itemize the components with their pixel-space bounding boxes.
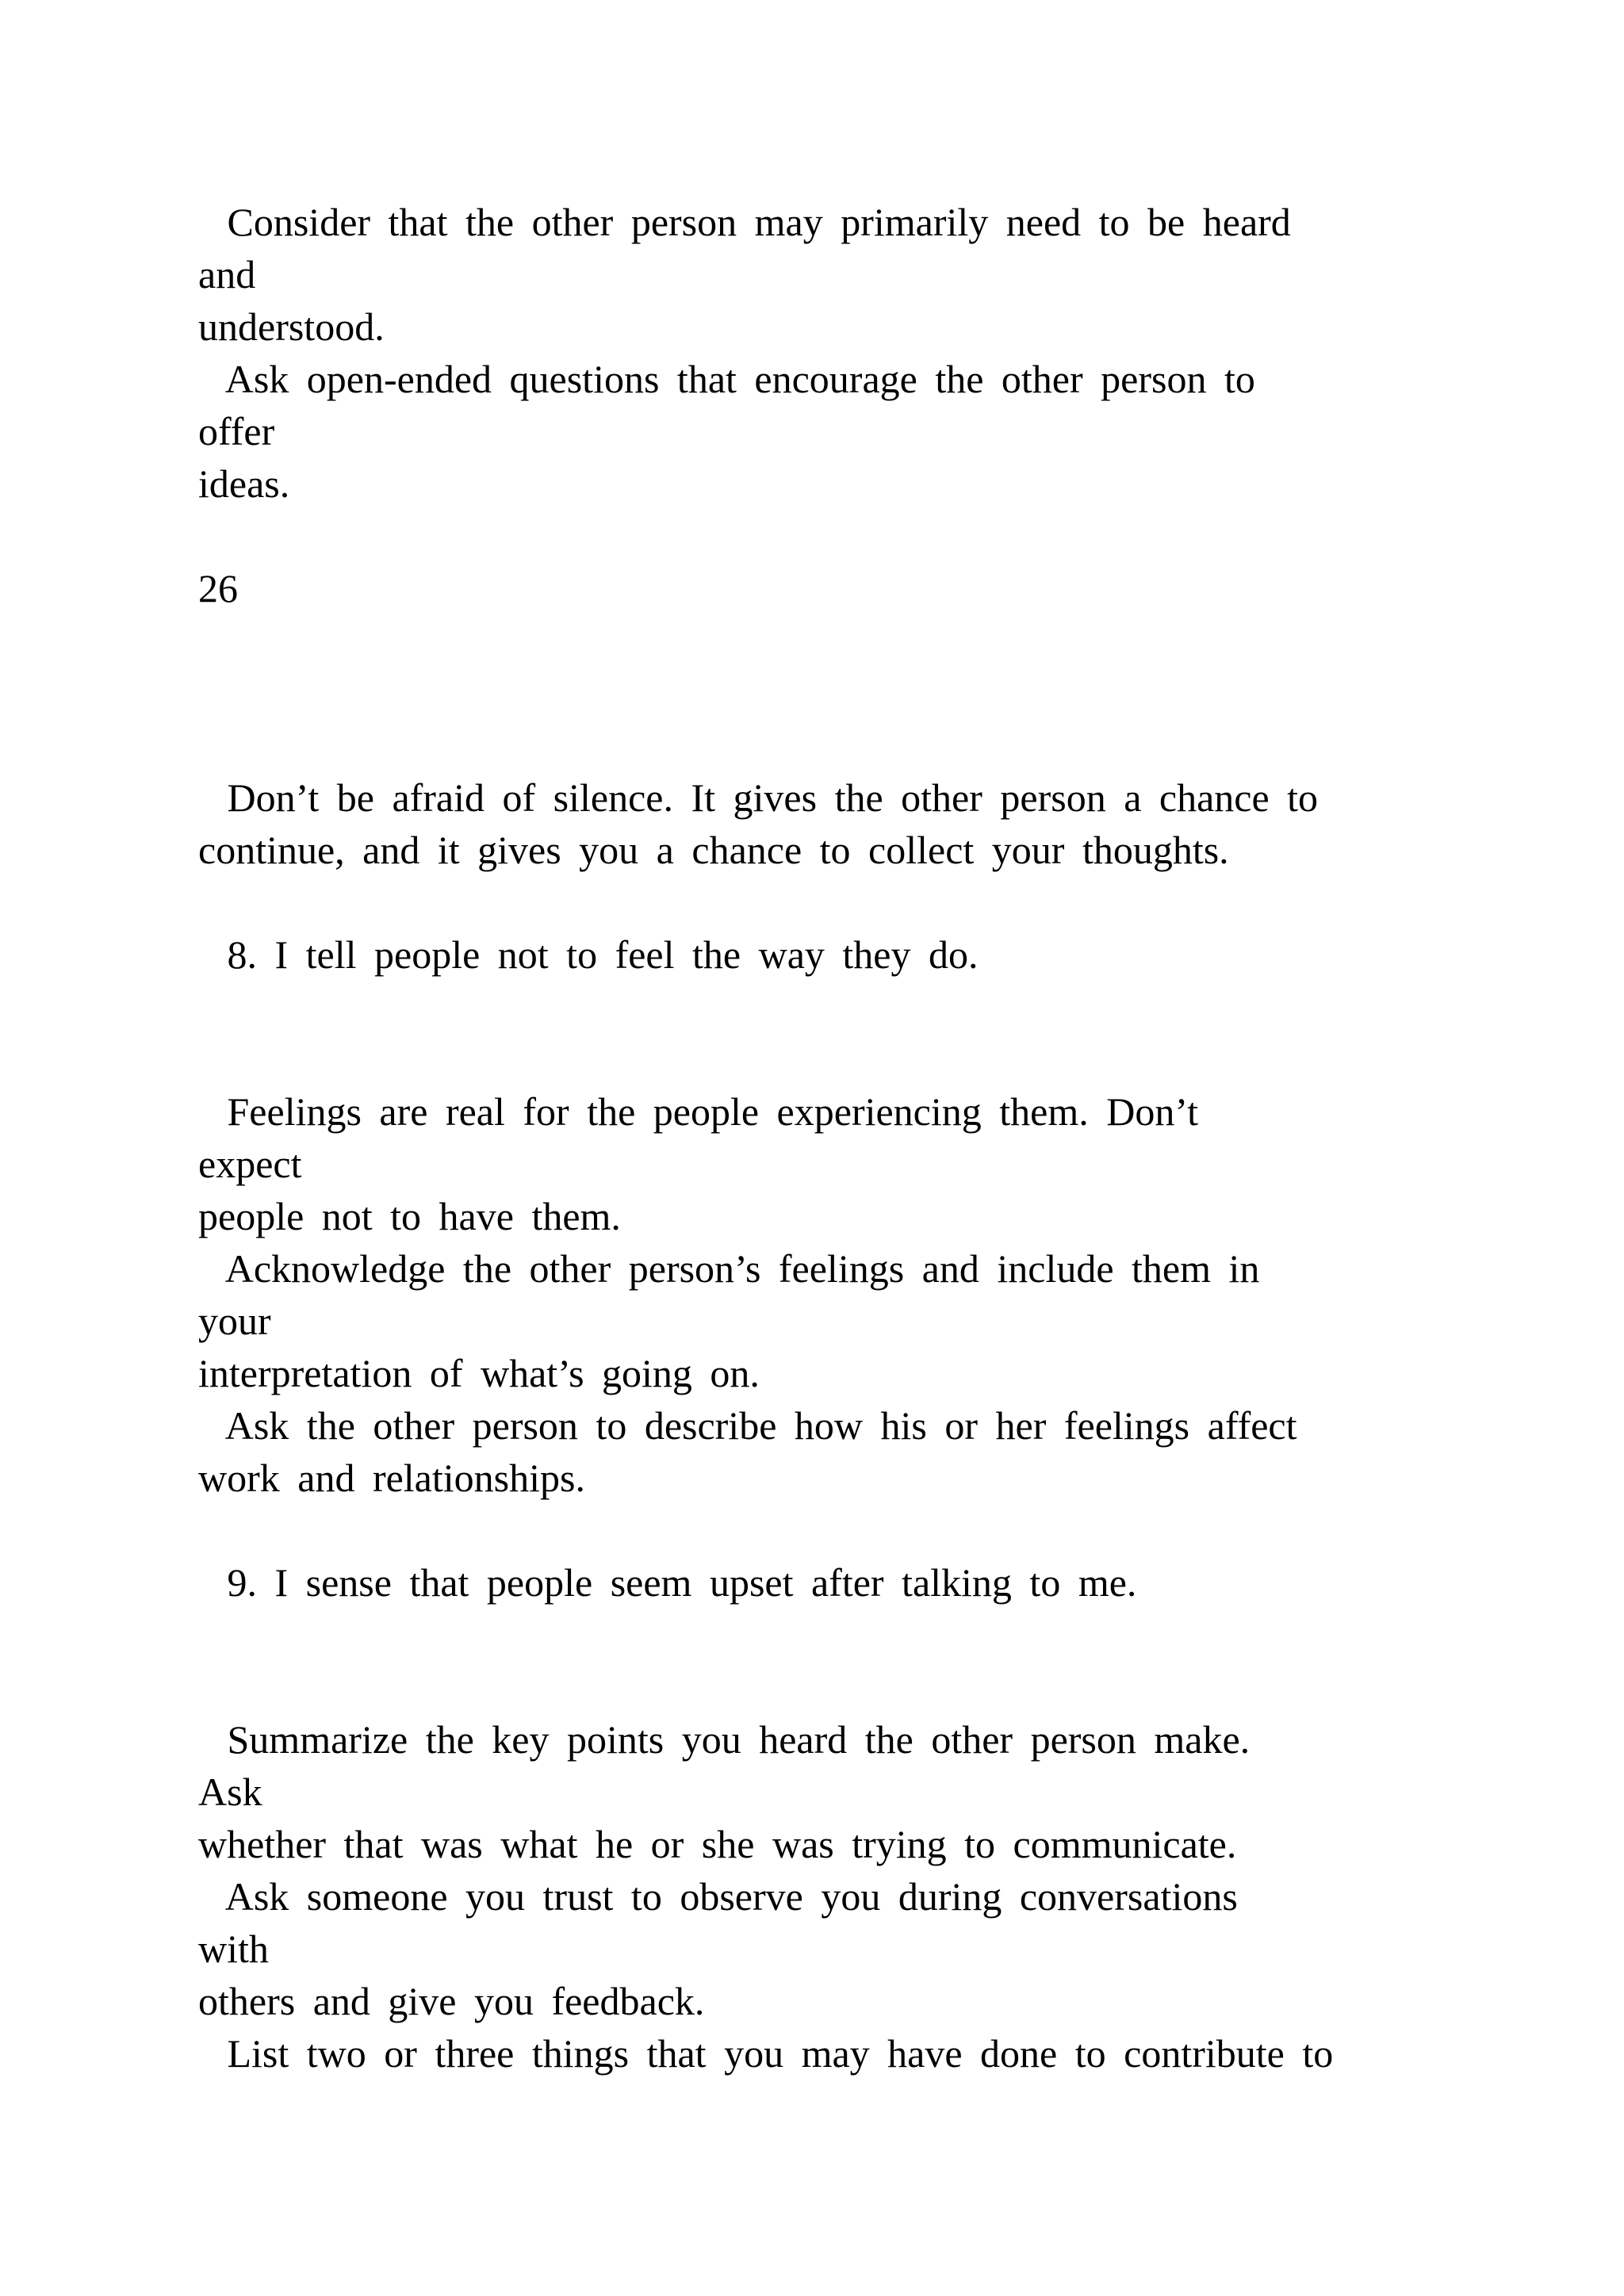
- text-line: ideas.: [198, 461, 290, 506]
- text-line: continue, and it gives you a chance to collect your thoughts.: [198, 828, 1229, 872]
- text-line: Ask: [198, 1770, 262, 1814]
- text-line: List two or three things that you may have done to contribute to: [209, 2031, 1334, 2076]
- text-line: understood.: [198, 304, 385, 349]
- text-line: whether that was what he or she was trying to communicate.: [198, 1822, 1237, 1866]
- text-line: and: [198, 252, 256, 297]
- text-line: Acknowledge the other person’s feelings and include them in: [209, 1246, 1260, 1291]
- text-line: expect: [198, 1142, 302, 1186]
- text-line: Consider that the other person may primarily need to be heard: [209, 200, 1291, 244]
- text-line: people not to have them.: [198, 1194, 621, 1238]
- text-line: interpretation of what’s going on.: [198, 1351, 760, 1395]
- text-line: offer: [198, 409, 275, 453]
- text-line: Ask open-ended questions that encourage the other person to: [209, 357, 1255, 401]
- page-number: 26: [198, 566, 238, 610]
- text-line: Feelings are real for the people experiencing them. Don’t: [209, 1089, 1198, 1134]
- text-line: with: [198, 1927, 269, 1971]
- text-line: others and give you feedback.: [198, 1979, 705, 2023]
- text-line: Ask the other person to describe how his or her feelings affect: [209, 1403, 1297, 1448]
- numbered-heading: 8. I tell people not to feel the way they do.: [209, 932, 979, 977]
- text-line: Ask someone you trust to observe you during conversations: [209, 1874, 1238, 1919]
- text-line: work and relationships.: [198, 1456, 585, 1500]
- numbered-heading: 9. I sense that people seem upset after talking to me.: [209, 1560, 1137, 1605]
- text-line: Don’t be afraid of silence. It gives the other person a chance to: [209, 775, 1319, 820]
- text-line: Summarize the key points you heard the other person make.: [209, 1717, 1251, 1762]
- text-line: your: [198, 1299, 271, 1343]
